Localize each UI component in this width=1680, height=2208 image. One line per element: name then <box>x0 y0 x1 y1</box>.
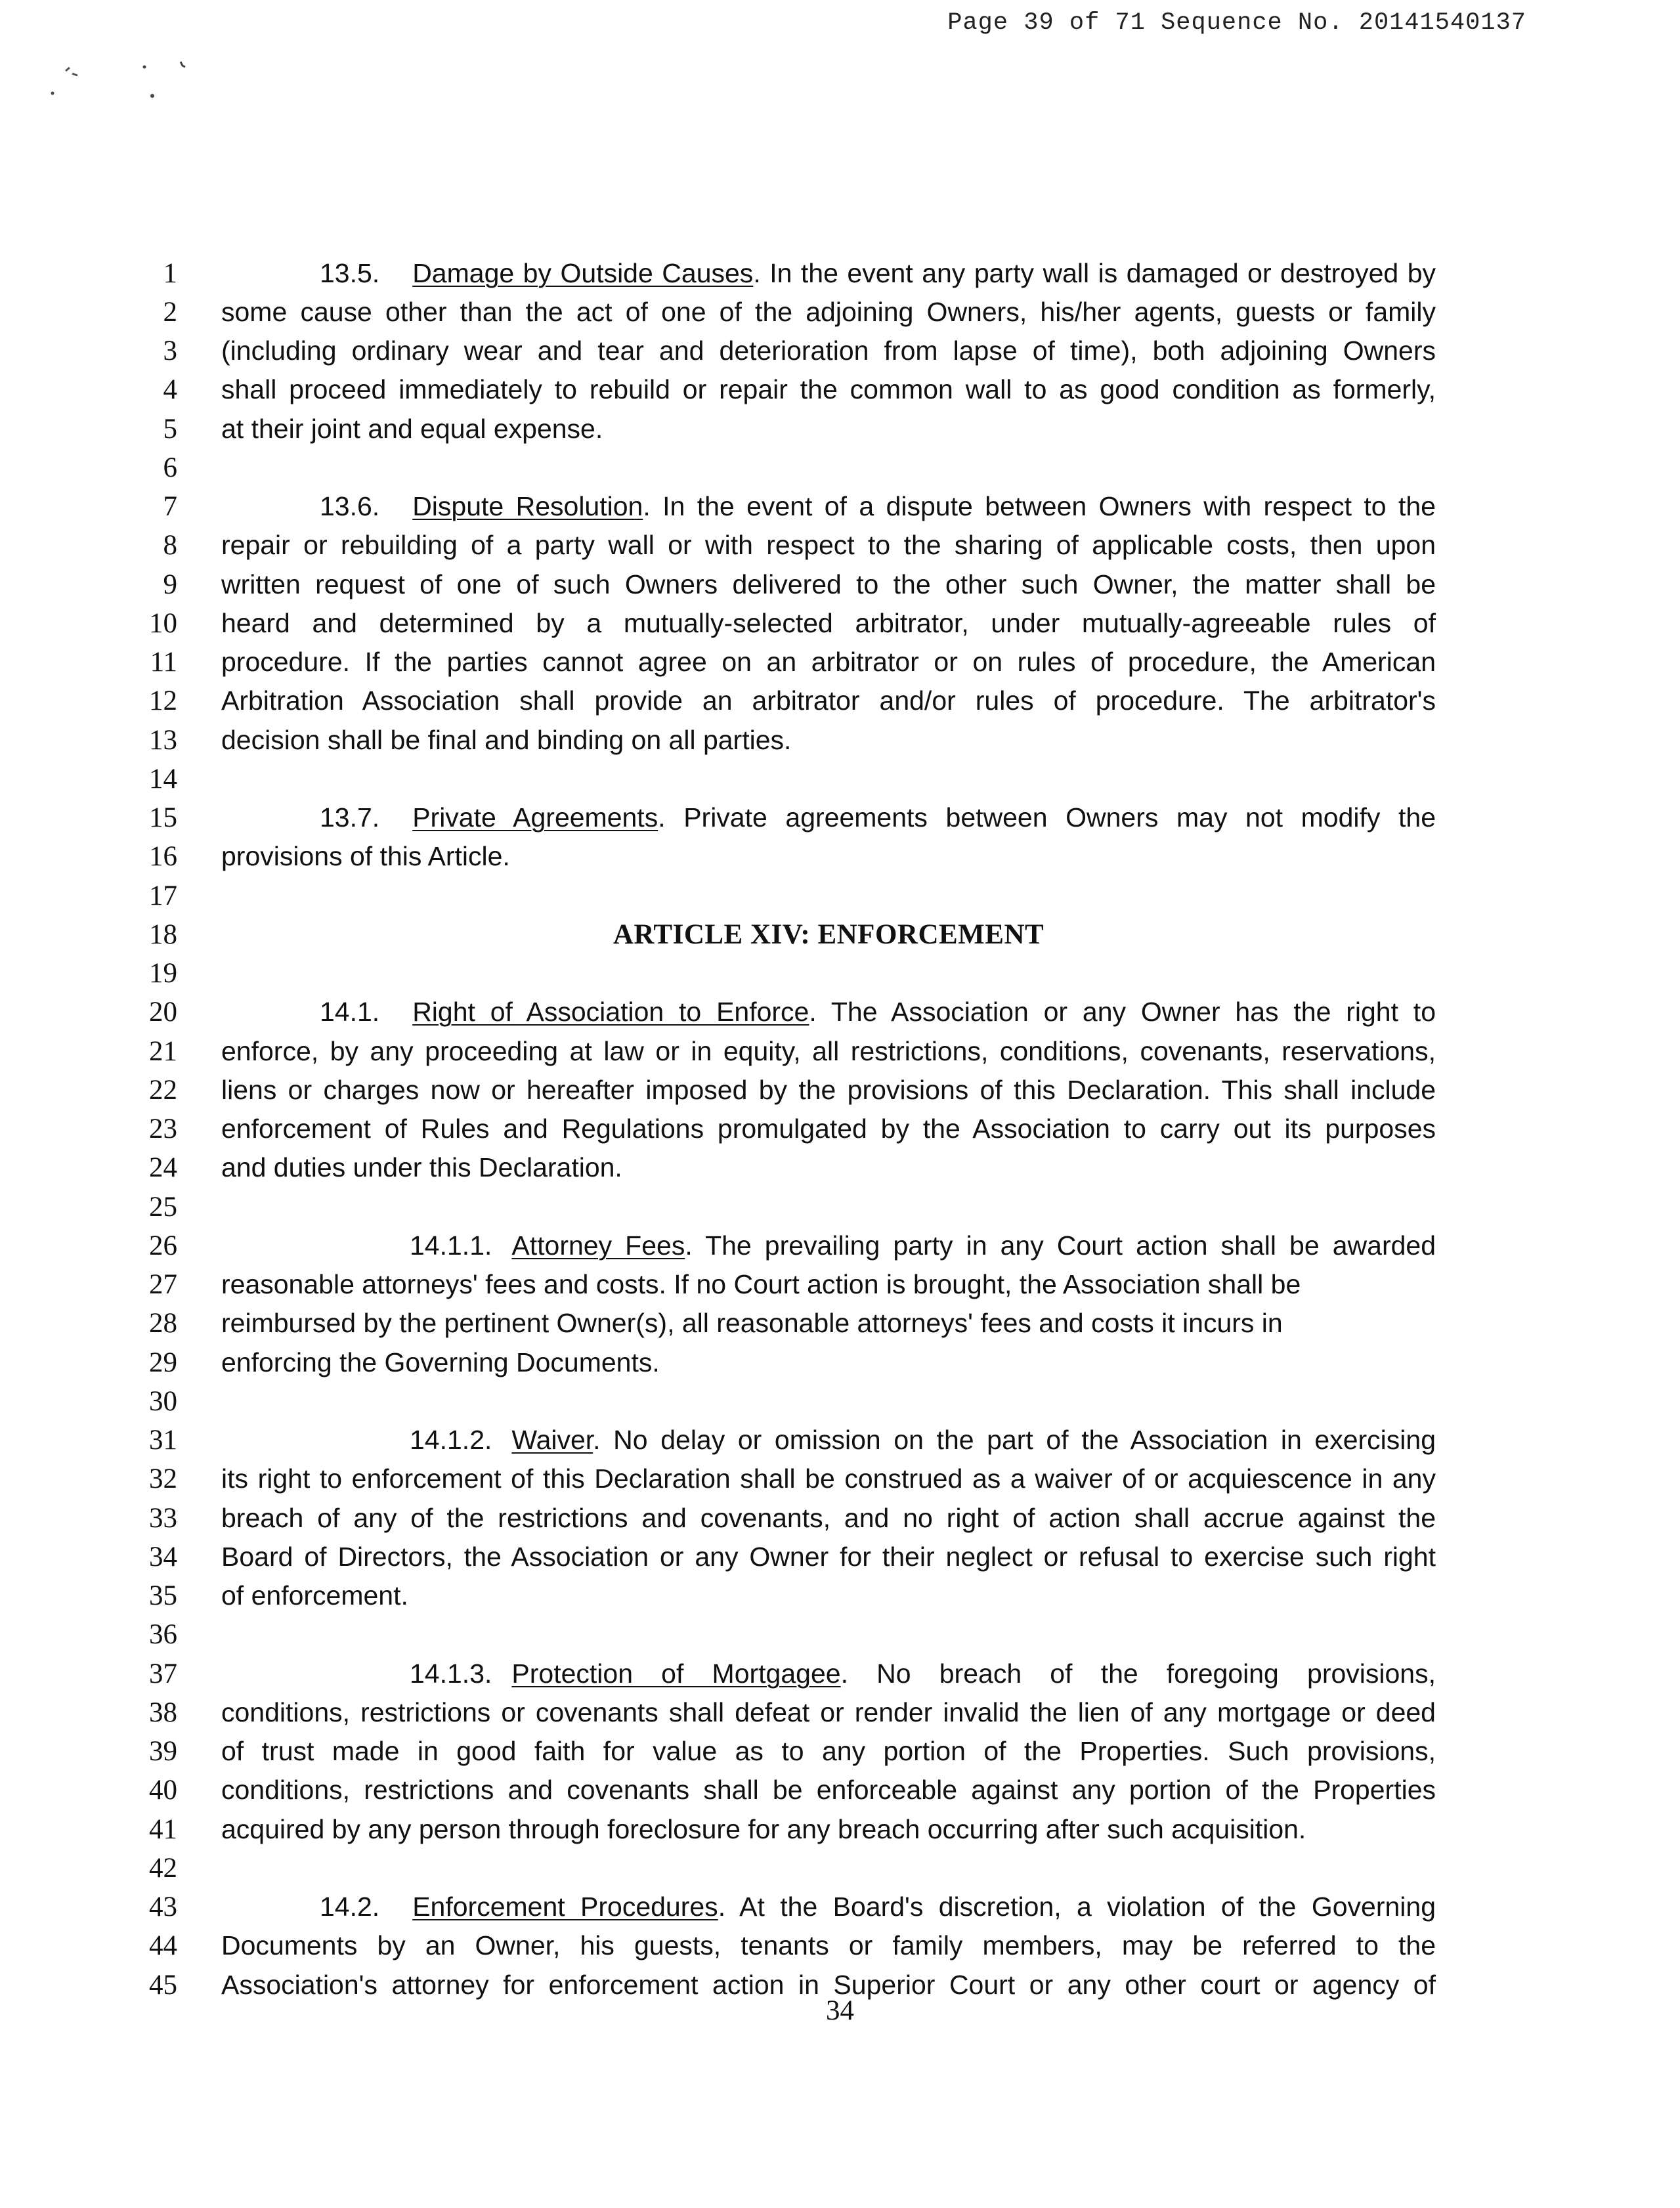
line-number: 5 <box>163 414 177 444</box>
section-text: . In the event any party wall is damaged or destroyed by <box>753 258 1436 288</box>
section-heading: Protection of Mortgagee <box>511 1658 841 1689</box>
line-number: 4 <box>163 374 177 405</box>
section-text-line: reimbursed by the pertinent Owner(s), all reasonable attorneys' fees and costs it incurs in <box>221 1308 1283 1338</box>
line-number: 8 <box>163 530 177 561</box>
section-text-line: (including ordinary wear and tear and deterioration from lapse of time), both adjoining Owners <box>221 336 1436 366</box>
line-number: 43 <box>149 1892 177 1922</box>
line-number: 41 <box>149 1814 177 1845</box>
section-text: . No delay or omission on the part of the Association in exercising <box>593 1425 1436 1455</box>
section-text-line: and duties under this Declaration. <box>221 1152 622 1182</box>
line-number: 19 <box>149 958 177 989</box>
section-number: 14.1.2. <box>410 1425 492 1455</box>
section-number: 13.6. <box>320 491 380 521</box>
section-text: . The Association or any Owner has the right to <box>809 997 1436 1027</box>
line-number: 18 <box>149 919 177 950</box>
section-heading: Waiver <box>511 1425 593 1455</box>
section-text-line: decision shall be final and binding on all parties. <box>221 725 792 755</box>
line-number: 32 <box>149 1463 177 1494</box>
section-14-1-2-line-1 <box>410 1421 1436 1460</box>
page-sequence-header: Page 39 of 71 Sequence No. 20141540137 <box>947 9 1526 37</box>
section-text-line: enforce, by any proceeding at law or in equity, all restrictions, conditions, covenants, reservations, <box>221 1036 1436 1066</box>
section-text-line: written request of one of such Owners delivered to the other such Owner, the matter shall be <box>221 569 1436 599</box>
line-number: 11 <box>150 647 177 678</box>
line-number: 40 <box>149 1775 177 1806</box>
line-number: 34 <box>149 1542 177 1572</box>
line-number: 12 <box>149 685 177 716</box>
line-number: 25 <box>149 1192 177 1223</box>
line-number: 44 <box>149 1930 177 1961</box>
line-number: 38 <box>149 1697 177 1728</box>
section-number: 14.2. <box>320 1892 380 1922</box>
section-text-line: shall proceed immediately to rebuild or repair the common wall to as good condition as formerly, <box>221 374 1436 404</box>
line-number: 3 <box>163 336 177 366</box>
line-number: 31 <box>149 1425 177 1456</box>
line-number: 22 <box>149 1075 177 1106</box>
page-number: 34 <box>826 1995 854 2026</box>
section-number: 13.7. <box>320 802 380 833</box>
line-number: 33 <box>149 1503 177 1534</box>
line-number: 42 <box>149 1853 177 1884</box>
section-number: 14.1.3. <box>410 1658 492 1689</box>
line-number: 14 <box>149 764 177 794</box>
section-14-1-line-1 <box>320 993 1436 1031</box>
line-number: 9 <box>163 569 177 600</box>
line-number: 2 <box>163 297 177 328</box>
section-text-line: Arbitration Association shall provide an arbitrator and/or rules of procedure. The arbitrator's <box>221 685 1436 716</box>
section-text: . At the Board's discretion, a violation of the Governing <box>718 1892 1436 1922</box>
line-number: 6 <box>163 452 177 483</box>
section-text: . No breach of the foregoing provisions, <box>840 1658 1436 1689</box>
section-text-line: some cause other than the act of one of the adjoining Owners, his/her agents, guests or family <box>221 297 1436 327</box>
section-text-line: of trust made in good faith for value as to any portion of the Properties. Such provisions, <box>221 1736 1436 1766</box>
line-number: 36 <box>149 1619 177 1650</box>
line-number: 16 <box>149 841 177 872</box>
section-14-1-3-line-1 <box>410 1655 1436 1693</box>
section-13-7-line-1 <box>320 798 1436 837</box>
line-number: 37 <box>149 1658 177 1689</box>
section-text: . Private agreements between Owners may not modify the <box>658 802 1436 833</box>
section-text-line: Board of Directors, the Association or any Owner for their neglect or refusal to exercise such right <box>221 1542 1436 1572</box>
line-number: 28 <box>149 1308 177 1339</box>
section-text: . In the event of a dispute between Owners with respect to the <box>643 491 1436 521</box>
line-number: 26 <box>149 1230 177 1261</box>
section-13-6-line-1 <box>320 487 1436 526</box>
section-text-line: enforcing the Governing Documents. <box>221 1347 660 1377</box>
line-number: 21 <box>149 1036 177 1067</box>
section-14-1-1-line-1 <box>410 1226 1436 1265</box>
line-number: 17 <box>149 880 177 911</box>
section-text-line: at their joint and equal expense. <box>221 414 603 444</box>
section-text-line: Association's attorney for enforcement action in Superior Court or any other court or agency of <box>221 1970 1436 2000</box>
article-heading: ARTICLE XIV: ENFORCEMENT <box>613 919 1045 950</box>
line-number: 10 <box>149 608 177 639</box>
section-text-line: provisions of this Article. <box>221 841 510 871</box>
section-text-line: heard and determined by a mutually-selected arbitrator, under mutually-agreeable rules of <box>221 608 1436 638</box>
line-number: 39 <box>149 1736 177 1767</box>
section-number: 14.1. <box>320 997 380 1027</box>
line-number: 15 <box>149 802 177 833</box>
section-heading: Damage by Outside Causes <box>412 258 754 288</box>
section-text-line: its right to enforcement of this Declaration shall be construed as a waiver of or acquiescence in any <box>221 1463 1436 1494</box>
section-text-line: of enforcement. <box>221 1580 408 1611</box>
section-heading: Dispute Resolution <box>412 491 643 521</box>
section-text-line: Documents by an Owner, his guests, tenants or family members, may be referred to the <box>221 1930 1436 1960</box>
line-number: 23 <box>149 1114 177 1144</box>
line-number: 20 <box>149 997 177 1028</box>
section-text-line: liens or charges now or hereafter imposed by the provisions of this Declaration. This shall include <box>221 1075 1436 1105</box>
section-text: . The prevailing party in any Court action shall be awarded <box>685 1230 1436 1261</box>
section-text-line: acquired by any person through foreclosure for any breach occurring after such acquisition. <box>221 1814 1306 1844</box>
section-heading: Attorney Fees <box>511 1230 685 1261</box>
line-number: 24 <box>149 1152 177 1183</box>
line-number: 29 <box>149 1347 177 1378</box>
section-text-line: conditions, restrictions and covenants shall be enforceable against any portion of the Properties <box>221 1775 1436 1805</box>
line-number: 27 <box>149 1269 177 1300</box>
line-number: 1 <box>163 258 177 289</box>
section-heading: Enforcement Procedures <box>412 1892 718 1922</box>
section-text-line: conditions, restrictions or covenants shall defeat or render invalid the lien of any mortgage or deed <box>221 1697 1436 1727</box>
section-text-line: procedure. If the parties cannot agree on an arbitrator or on rules of procedure, the American <box>221 647 1436 677</box>
section-heading: Private Agreements <box>412 802 658 833</box>
line-number: 35 <box>149 1580 177 1611</box>
section-number: 14.1.1. <box>410 1230 492 1261</box>
line-number: 7 <box>163 491 177 522</box>
section-14-2-line-1 <box>320 1888 1436 1926</box>
section-text-line: reasonable attorneys' fees and costs. If no Court action is brought, the Association shall be <box>221 1269 1301 1299</box>
section-text-line: enforcement of Rules and Regulations promulgated by the Association to carry out its purposes <box>221 1114 1436 1144</box>
line-number: 45 <box>149 1970 177 2001</box>
section-text-line: repair or rebuilding of a party wall or with respect to the sharing of applicable costs, then upon <box>221 530 1436 560</box>
line-number: 13 <box>149 725 177 756</box>
section-text-line: breach of any of the restrictions and covenants, and no right of action shall accrue against the <box>221 1503 1436 1533</box>
section-13-5-line-1 <box>320 254 1436 293</box>
section-number: 13.5. <box>320 258 380 288</box>
scan-specks <box>46 53 217 112</box>
section-heading: Right of Association to Enforce <box>412 997 809 1027</box>
line-number: 30 <box>149 1386 177 1417</box>
